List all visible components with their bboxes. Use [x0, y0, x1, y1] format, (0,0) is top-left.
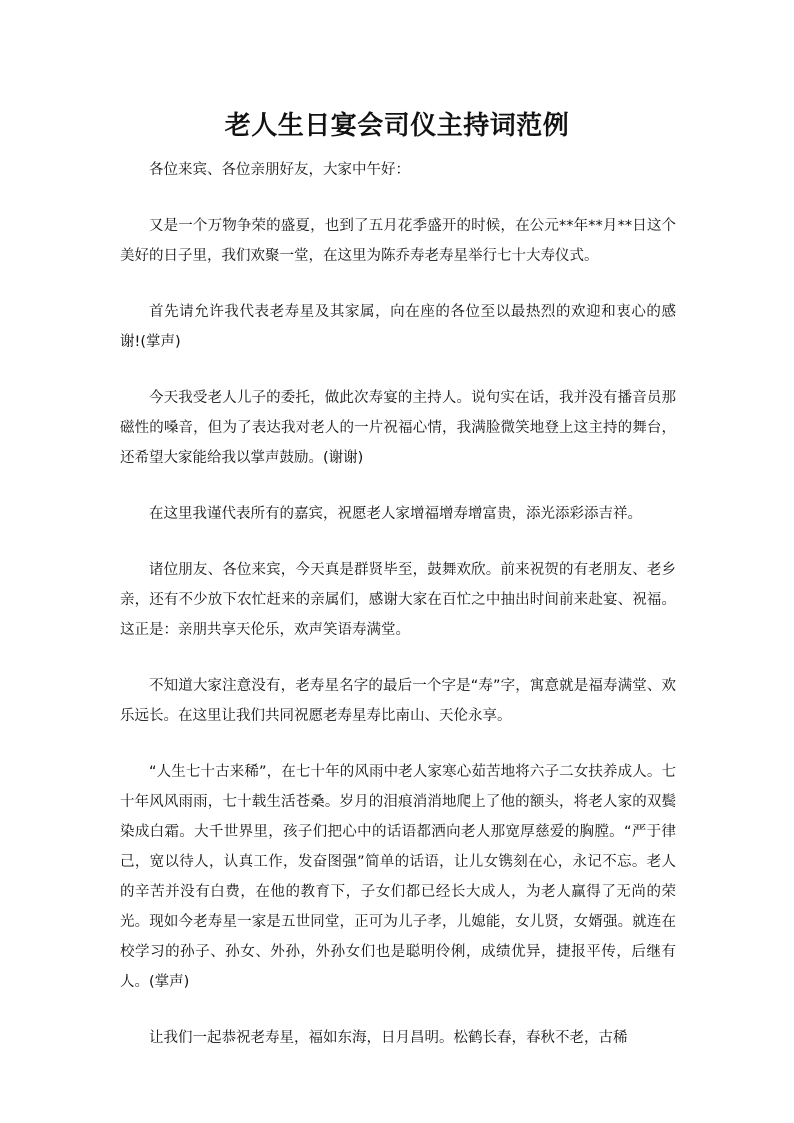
paragraph-welcome: 首先请允许我代表老寿星及其家属，向在座的各位至以最热烈的欢迎和衷心的感谢!(掌声) — [120, 304, 676, 350]
paragraph-toast: 让我们一起恭祝老寿星，福如东海，日月昌明。松鹤长春，春秋不老，古稀 — [149, 1030, 628, 1046]
paragraph-life-story: “人生七十古来稀”，在七十年的风雨中老人家寒心茹苦地将六子二女扶养成人。七十年风风雨雨，七十载生活苍桑。岁月的泪痕消消地爬上了他的额头，将老人家的双鬓染成白霜。大千世界里，孩子们把心中的话语都洒向老人那宽厚慈爱的胸膛。“严于律己，宽以待人，认真工作，发奋图强”简单的话语，让儿女镌刻在心，永记不忘。老人的辛苦并没有白费，在他的教育下，子女们都已经长大成人，为老人赢得了无尚的荣光。现如今老寿星一家是五世同堂，正可为儿子孝，儿媳能，女儿贤，女婿强。就连在校学习的孙子、孙女、外孙，外孙女们也是聪明伶俐，成绩优异，捷报平传，后继有人。(掌声) — [120, 764, 676, 990]
paragraph-name-meaning: 不知道大家注意没有，老寿星名字的最后一个字是“寿”字，寓意就是福寿满堂、欢乐远长。在这里让我们共同祝愿老寿星寿比南山、天伦永享。 — [120, 678, 676, 724]
paragraph-blessing: 在这里我谨代表所有的嘉宾，祝愿老人家增福增寿增富贵，添光添彩添吉祥。 — [149, 506, 642, 522]
paragraph-host-intro: 今天我受老人儿子的委托，做此次寿宴的主持人。说句实在话，我并没有播音员那磁性的嗓音，但为了表达我对老人的一片祝福心情，我满脸微笑地登上这主持的舞台，还希望大家能给我以掌声鼓励。(谢谢) — [120, 390, 676, 466]
paragraph-guests: 诸位朋友、各位来宾，今天真是群贤毕至，鼓舞欢欣。前来祝贺的有老朋友、老乡亲，还有不少放下农忙赶来的亲属们，感谢大家在百忙之中抽出时间前来赴宴、祝福。这正是：亲朋共享天伦乐，欢声笑语寿满堂。 — [120, 562, 676, 638]
paragraph-greeting: 各位来宾、各位亲朋好友，大家中午好： — [149, 162, 410, 178]
paragraph-occasion: 又是一个万物争荣的盛夏，也到了五月花季盛开的时候，在公元**年**月**日这个美好的日子里，我们欢聚一堂，在这里为陈乔寿老寿星举行七十大寿仪式。 — [120, 218, 676, 264]
document-title: 老人生日宴会司仪主持词范例 — [224, 111, 570, 141]
document-body — [120, 155, 676, 1053]
